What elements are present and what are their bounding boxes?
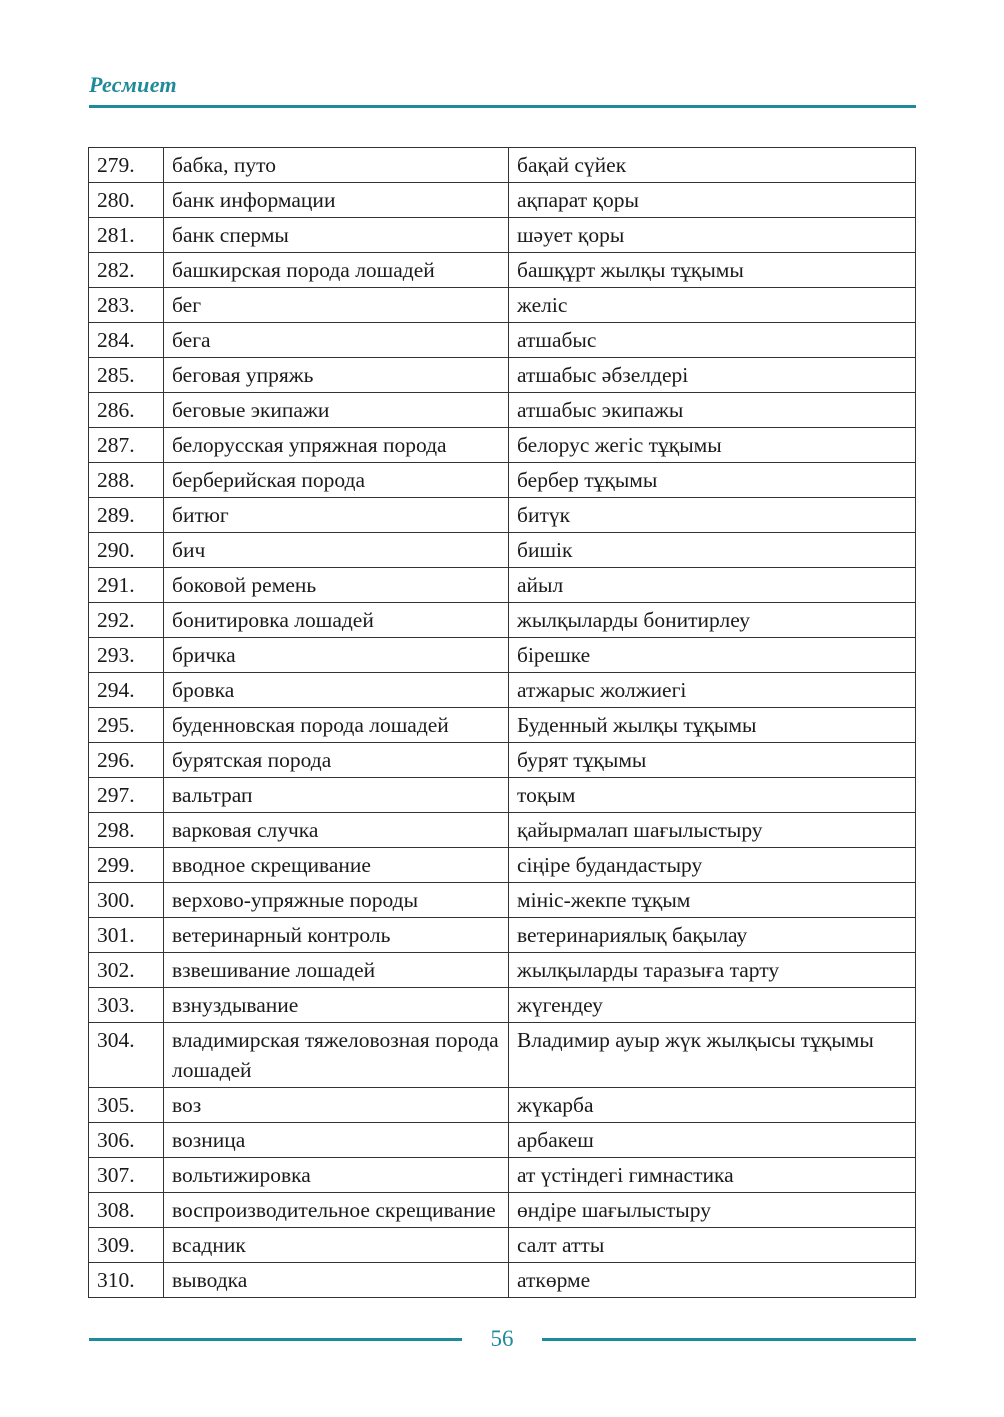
- table-row: [89, 1193, 916, 1228]
- row-number-cell: 299.: [89, 848, 164, 883]
- table-row: [89, 148, 916, 183]
- row-number-cell: 292.: [89, 603, 164, 638]
- row-number-cell: 284.: [89, 323, 164, 358]
- row-number-cell: 298.: [89, 813, 164, 848]
- row-number-cell: 287.: [89, 428, 164, 463]
- russian-term-cell: боковой ремень: [164, 568, 509, 603]
- table-row: [89, 1228, 916, 1263]
- table-row: [89, 1023, 916, 1088]
- table-row: [89, 1088, 916, 1123]
- kazakh-term-cell: жүгендеу: [509, 988, 916, 1023]
- kazakh-term-cell: атшабыс: [509, 323, 916, 358]
- table-row: [89, 1158, 916, 1193]
- kazakh-term-cell: Владимир ауыр жүк жылқысы тұқымы: [509, 1023, 916, 1088]
- kazakh-term-cell: бербер тұқымы: [509, 463, 916, 498]
- russian-term-cell: бабка, путо: [164, 148, 509, 183]
- row-number-cell: 310.: [89, 1263, 164, 1298]
- row-number-cell: 288.: [89, 463, 164, 498]
- russian-term-cell: банк информации: [164, 183, 509, 218]
- header-divider: [89, 105, 916, 108]
- kazakh-term-cell: бишік: [509, 533, 916, 568]
- table-row: [89, 463, 916, 498]
- kazakh-term-cell: айыл: [509, 568, 916, 603]
- row-number-cell: 285.: [89, 358, 164, 393]
- russian-term-cell: белорусская упряжная порода: [164, 428, 509, 463]
- kazakh-term-cell: Буденный жылқы тұқымы: [509, 708, 916, 743]
- kazakh-term-cell: қайырмалап шағылыстыру: [509, 813, 916, 848]
- kazakh-term-cell: белорус жегіс тұқымы: [509, 428, 916, 463]
- row-number-cell: 281.: [89, 218, 164, 253]
- table-row: [89, 673, 916, 708]
- glossary-table: [88, 147, 916, 1298]
- russian-term-cell: верхово-упряжные породы: [164, 883, 509, 918]
- row-number-cell: 308.: [89, 1193, 164, 1228]
- russian-term-cell: беговая упряжь: [164, 358, 509, 393]
- russian-term-cell: воспроизводительное скрещивание: [164, 1193, 509, 1228]
- russian-term-cell: бровка: [164, 673, 509, 708]
- russian-term-cell: бонитировка лошадей: [164, 603, 509, 638]
- kazakh-term-cell: ат үстіндегі гимнастика: [509, 1158, 916, 1193]
- russian-term-cell: бега: [164, 323, 509, 358]
- kazakh-term-cell: мініс-жекпе тұқым: [509, 883, 916, 918]
- kazakh-term-cell: башқұрт жылқы тұқымы: [509, 253, 916, 288]
- table-row: [89, 813, 916, 848]
- row-number-cell: 295.: [89, 708, 164, 743]
- russian-term-cell: воз: [164, 1088, 509, 1123]
- russian-term-cell: выводка: [164, 1263, 509, 1298]
- table-row: [89, 358, 916, 393]
- table-row: [89, 638, 916, 673]
- row-number-cell: 290.: [89, 533, 164, 568]
- glossary-table-body: [89, 148, 916, 1298]
- row-number-cell: 297.: [89, 778, 164, 813]
- russian-term-cell: беговые экипажи: [164, 393, 509, 428]
- russian-term-cell: бич: [164, 533, 509, 568]
- russian-term-cell: возница: [164, 1123, 509, 1158]
- table-row: [89, 1123, 916, 1158]
- row-number-cell: 296.: [89, 743, 164, 778]
- kazakh-term-cell: салт атты: [509, 1228, 916, 1263]
- row-number-cell: 302.: [89, 953, 164, 988]
- row-number-cell: 304.: [89, 1023, 164, 1088]
- table-row: [89, 848, 916, 883]
- table-row: [89, 218, 916, 253]
- russian-term-cell: взвешивание лошадей: [164, 953, 509, 988]
- row-number-cell: 301.: [89, 918, 164, 953]
- row-number-cell: 305.: [89, 1088, 164, 1123]
- kazakh-term-cell: бірешке: [509, 638, 916, 673]
- row-number-cell: 282.: [89, 253, 164, 288]
- footer-divider-left: [89, 1338, 462, 1341]
- kazakh-term-cell: жүкарба: [509, 1088, 916, 1123]
- page-header-title: Ресмиет: [89, 72, 177, 97]
- row-number-cell: 309.: [89, 1228, 164, 1263]
- table-row: [89, 1263, 916, 1298]
- kazakh-term-cell: бақай сүйек: [509, 148, 916, 183]
- russian-term-cell: взнуздывание: [164, 988, 509, 1023]
- footer-divider-right: [542, 1338, 916, 1341]
- row-number-cell: 280.: [89, 183, 164, 218]
- row-number-cell: 289.: [89, 498, 164, 533]
- russian-term-cell: вводное скрещивание: [164, 848, 509, 883]
- table-row: [89, 778, 916, 813]
- page-number: 56: [490, 1326, 514, 1351]
- row-number-cell: 279.: [89, 148, 164, 183]
- row-number-cell: 307.: [89, 1158, 164, 1193]
- russian-term-cell: битюг: [164, 498, 509, 533]
- table-row: [89, 288, 916, 323]
- russian-term-cell: владимирская тяжеловозная порода лошадей: [164, 1023, 509, 1088]
- row-number-cell: 306.: [89, 1123, 164, 1158]
- table-row: [89, 253, 916, 288]
- row-number-cell: 286.: [89, 393, 164, 428]
- kazakh-term-cell: арбакеш: [509, 1123, 916, 1158]
- kazakh-term-cell: атшабыс экипажы: [509, 393, 916, 428]
- row-number-cell: 300.: [89, 883, 164, 918]
- table-row: [89, 568, 916, 603]
- kazakh-term-cell: аткөрме: [509, 1263, 916, 1298]
- kazakh-term-cell: атжарыс жолжиегі: [509, 673, 916, 708]
- kazakh-term-cell: атшабыс әбзелдері: [509, 358, 916, 393]
- russian-term-cell: берберийская порода: [164, 463, 509, 498]
- kazakh-term-cell: сіңіре будандастыру: [509, 848, 916, 883]
- row-number-cell: 283.: [89, 288, 164, 323]
- table-row: [89, 498, 916, 533]
- russian-term-cell: бег: [164, 288, 509, 323]
- russian-term-cell: ветеринарный контроль: [164, 918, 509, 953]
- kazakh-term-cell: ақпарат қоры: [509, 183, 916, 218]
- table-row: [89, 918, 916, 953]
- kazakh-term-cell: тоқым: [509, 778, 916, 813]
- russian-term-cell: всадник: [164, 1228, 509, 1263]
- table-row: [89, 708, 916, 743]
- russian-term-cell: бричка: [164, 638, 509, 673]
- russian-term-cell: вальтрап: [164, 778, 509, 813]
- row-number-cell: 303.: [89, 988, 164, 1023]
- kazakh-term-cell: өндіре шағылыстыру: [509, 1193, 916, 1228]
- table-row: [89, 953, 916, 988]
- table-row: [89, 323, 916, 358]
- kazakh-term-cell: ветеринариялық бақылау: [509, 918, 916, 953]
- row-number-cell: 293.: [89, 638, 164, 673]
- row-number-cell: 291.: [89, 568, 164, 603]
- kazakh-term-cell: жылқыларды бонитирлеу: [509, 603, 916, 638]
- kazakh-term-cell: шәует қоры: [509, 218, 916, 253]
- russian-term-cell: банк спермы: [164, 218, 509, 253]
- russian-term-cell: варковая случка: [164, 813, 509, 848]
- row-number-cell: 294.: [89, 673, 164, 708]
- table-row: [89, 393, 916, 428]
- table-row: [89, 743, 916, 778]
- kazakh-term-cell: жылқыларды таразыға тарту: [509, 953, 916, 988]
- table-row: [89, 428, 916, 463]
- table-row: [89, 183, 916, 218]
- russian-term-cell: буденновская порода лошадей: [164, 708, 509, 743]
- russian-term-cell: бурятская порода: [164, 743, 509, 778]
- kazakh-term-cell: желіс: [509, 288, 916, 323]
- russian-term-cell: башкирская порода лошадей: [164, 253, 509, 288]
- table-row: [89, 603, 916, 638]
- kazakh-term-cell: битүк: [509, 498, 916, 533]
- table-row: [89, 533, 916, 568]
- kazakh-term-cell: бурят тұқымы: [509, 743, 916, 778]
- russian-term-cell: вольтижировка: [164, 1158, 509, 1193]
- table-row: [89, 883, 916, 918]
- table-row: [89, 988, 916, 1023]
